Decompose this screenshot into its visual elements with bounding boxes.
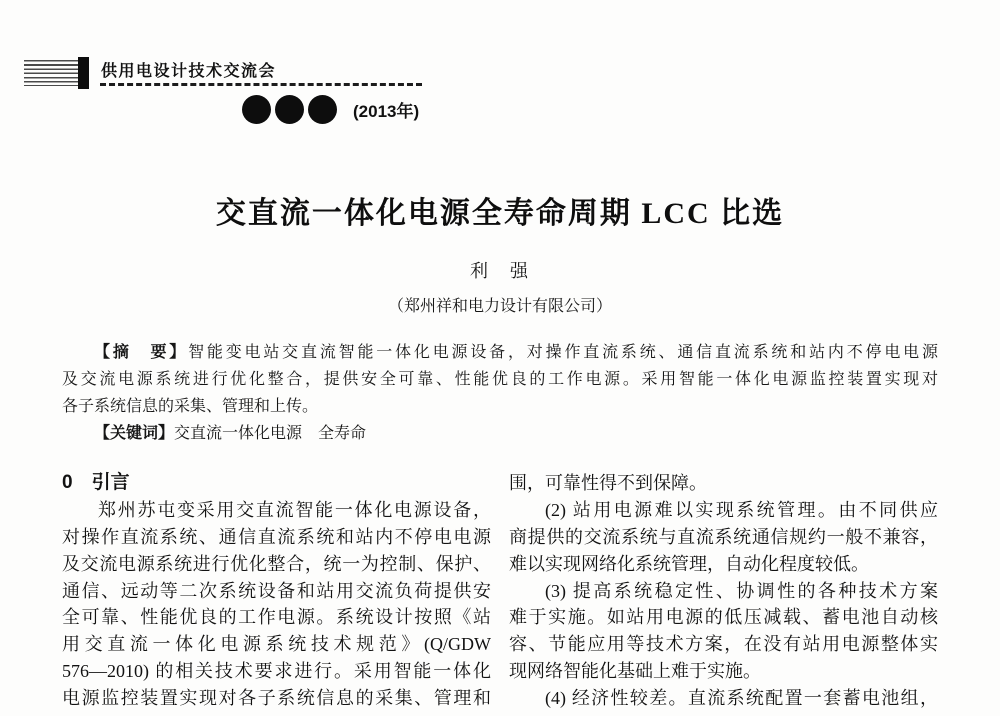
keywords-text: 交直流一体化电源 全寿命 — [174, 424, 367, 442]
abstract-line: 及交流电源系统进行优化整合，提供安全可靠、性能优良的工作电源。采用智能一体化电源监控装置实现对 — [62, 370, 938, 388]
issue-row — [242, 94, 419, 124]
series-title: 供用电设计技术交流会 — [101, 63, 277, 80]
journal-logo-bar-icon — [78, 57, 89, 89]
dot-icon — [308, 95, 337, 124]
dot-icon — [242, 95, 271, 124]
header-dashed-divider — [100, 83, 422, 86]
article-title: 交直流一体化电源全寿命周期 LCC 比选 — [215, 197, 785, 230]
body-line: 围，可靠性得不到保障。 — [509, 473, 707, 493]
section-heading — [62, 470, 491, 497]
abstract-line: 各子系统信息的采集、管理和上传。 — [62, 397, 319, 415]
body-line: (3) 提高系统稳定性、协调性的各种技术方案 — [545, 580, 938, 601]
body-line: 电源监控装置实现对各子系统信息的采集、管理和 — [62, 688, 491, 709]
section-title: 引言 — [91, 472, 130, 493]
keywords-label: 【关键词】 — [94, 424, 175, 442]
journal-logo-stripes-icon — [24, 60, 78, 86]
section-number: 0 — [62, 472, 73, 493]
body-line: 576—2010) 的相关技术要求进行。采用智能一体化 — [62, 661, 491, 682]
body-line: 及交流电源系统进行优化整合，统一为控制、保护、 — [62, 553, 491, 574]
abstract-text: 智能变电站交直流智能一体化电源设备，对操作直流系统、通信直流系统和站内不停电电源 — [188, 344, 938, 361]
body-line: (4) 经济性较差。直流系统配置一套蓄电池组， — [545, 688, 938, 709]
body-line: 郑州苏屯变采用交直流智能一体化电源设备， — [98, 499, 491, 520]
abstract-block — [62, 340, 938, 448]
abstract-label: 【摘 要】 — [94, 344, 189, 361]
body-line: (2) 站用电源难以实现系统管理。由不同供应 — [545, 499, 938, 520]
body-line: 现网络智能化基础上难于实施。 — [509, 661, 761, 682]
body-line: 全可靠、性能优良的工作电源。系统设计按照《站 — [62, 607, 491, 628]
body-column-left — [62, 470, 491, 712]
author-name: 利 强 — [470, 261, 530, 281]
body-line: 难以实现网络化系统管理，自动化程度较低。 — [509, 553, 869, 574]
dot-icon — [275, 95, 304, 124]
issue-year: (2013年) — [353, 101, 420, 121]
abstract-line — [62, 340, 938, 367]
body-column-right — [509, 470, 938, 712]
body-line: 容、节能应用等技术方案，在没有站用电源整体实 — [509, 634, 938, 655]
body-line: 难于实施。如站用电源的低压减载、蓄电池自动核 — [509, 607, 938, 628]
body-line: 对操作直流系统、通信直流系统和站内不停电电源 — [62, 526, 491, 547]
body-line: 商提供的交流系统与直流系统通信规约一般不兼容， — [509, 526, 938, 547]
body-line: 用交直流一体化电源系统技术规范》(Q/GDW — [62, 634, 491, 655]
author-affiliation: （郑州祥和电力设计有限公司） — [387, 298, 612, 315]
keywords-line — [62, 421, 938, 448]
body-line: 通信、远动等二次系统设备和站用交流负荷提供安 — [62, 580, 491, 601]
